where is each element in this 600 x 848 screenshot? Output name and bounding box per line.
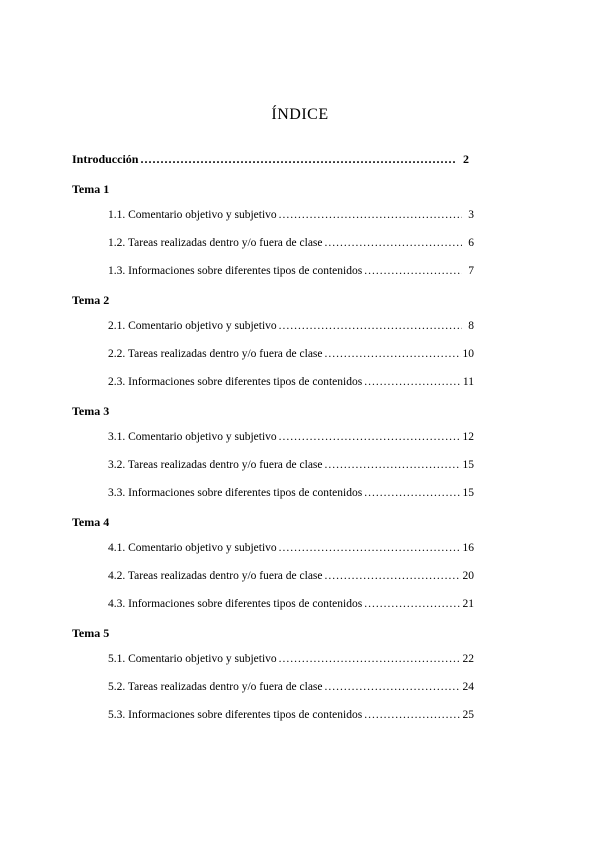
toc-entry-4-1[interactable] [108, 542, 474, 554]
toc-intro-label: Introducción [72, 152, 139, 166]
dot-leader [364, 709, 460, 721]
toc-entry-label: 3.1. Comentario objetivo y subjetivo [108, 431, 277, 443]
toc-entry-5-1[interactable] [108, 653, 474, 665]
toc-entry-3-1[interactable] [108, 431, 474, 443]
toc-entry-page: 24 [462, 681, 474, 693]
toc-entry-page: 3 [468, 209, 474, 221]
dot-leader [364, 487, 460, 499]
toc-entry-5-2[interactable] [108, 681, 474, 693]
toc-entry-4-3[interactable] [108, 598, 474, 610]
toc-entry-label: 5.2. Tareas realizadas dentro y/o fuera de clase [108, 681, 323, 693]
toc-entry-4-2[interactable] [108, 570, 474, 582]
toc-entry-page: 7 [468, 265, 474, 277]
toc-entry-1-2[interactable] [108, 237, 474, 249]
dot-leader [279, 431, 461, 443]
toc-entry-1-3[interactable] [108, 265, 474, 277]
toc-entry-5-3[interactable] [108, 709, 474, 721]
toc-entry-page: 15 [462, 459, 474, 471]
dot-leader [325, 681, 461, 693]
toc-entry-page: 11 [462, 376, 474, 388]
tema-heading-4: Tema 4 [72, 515, 110, 529]
toc-entry-2-2[interactable] [108, 348, 474, 360]
dot-leader [279, 542, 461, 554]
dot-leader [325, 348, 461, 360]
toc-entry-label: 4.2. Tareas realizadas dentro y/o fuera de clase [108, 570, 323, 582]
tema-heading-3: Tema 3 [72, 404, 110, 418]
dot-leader [279, 209, 462, 221]
toc-entry-2-1[interactable] [108, 320, 474, 332]
toc-entry-label: 4.1. Comentario objetivo y subjetivo [108, 542, 277, 554]
toc-entry-1-1[interactable] [108, 209, 474, 221]
toc-entry-page: 12 [462, 431, 474, 443]
toc-entry-page: 16 [462, 542, 474, 554]
toc-intro-entry[interactable] [72, 152, 469, 167]
tema-heading-1: Tema 1 [72, 182, 110, 196]
page-title: ÍNDICE [271, 106, 329, 123]
dot-leader [279, 653, 461, 665]
dot-leader [140, 152, 457, 167]
tema-heading-2: Tema 2 [72, 293, 110, 307]
dot-leader [325, 459, 461, 471]
dot-leader [364, 265, 462, 277]
toc-entry-page: 8 [468, 320, 474, 332]
toc-intro-page: 2 [463, 152, 469, 166]
toc-entry-page: 10 [462, 348, 474, 360]
toc-entry-page: 15 [462, 487, 474, 499]
toc-entry-label: 2.2. Tareas realizadas dentro y/o fuera de clase [108, 348, 323, 360]
toc-entry-page: 22 [462, 653, 474, 665]
tema-heading-5: Tema 5 [72, 626, 110, 640]
toc-entry-page: 25 [462, 709, 474, 721]
toc-entry-label: 1.3. Informaciones sobre diferentes tipos de contenidos [108, 265, 363, 277]
toc-entry-page: 21 [462, 598, 474, 610]
toc-entry-page: 6 [468, 237, 474, 249]
toc-entry-label: 3.3. Informaciones sobre diferentes tipos de contenidos [108, 487, 363, 499]
toc-entry-label: 5.1. Comentario objetivo y subjetivo [108, 653, 277, 665]
toc-entry-label: 3.2. Tareas realizadas dentro y/o fuera de clase [108, 459, 323, 471]
toc-entry-2-3[interactable] [108, 376, 474, 388]
dot-leader [325, 237, 462, 249]
dot-leader [325, 570, 461, 582]
dot-leader [364, 376, 461, 388]
dot-leader [279, 320, 462, 332]
toc-entry-label: 4.3. Informaciones sobre diferentes tipos de contenidos [108, 598, 363, 610]
toc-entry-label: 1.2. Tareas realizadas dentro y/o fuera de clase [108, 237, 323, 249]
toc-entry-3-3[interactable] [108, 487, 474, 499]
toc-entry-3-2[interactable] [108, 459, 474, 471]
toc-entry-label: 5.3. Informaciones sobre diferentes tipos de contenidos [108, 709, 363, 721]
toc-entry-page: 20 [462, 570, 474, 582]
toc-entry-label: 2.1. Comentario objetivo y subjetivo [108, 320, 277, 332]
dot-leader [364, 598, 460, 610]
toc-entry-label: 1.1. Comentario objetivo y subjetivo [108, 209, 277, 221]
toc-entry-label: 2.3. Informaciones sobre diferentes tipos de contenidos [108, 376, 363, 388]
